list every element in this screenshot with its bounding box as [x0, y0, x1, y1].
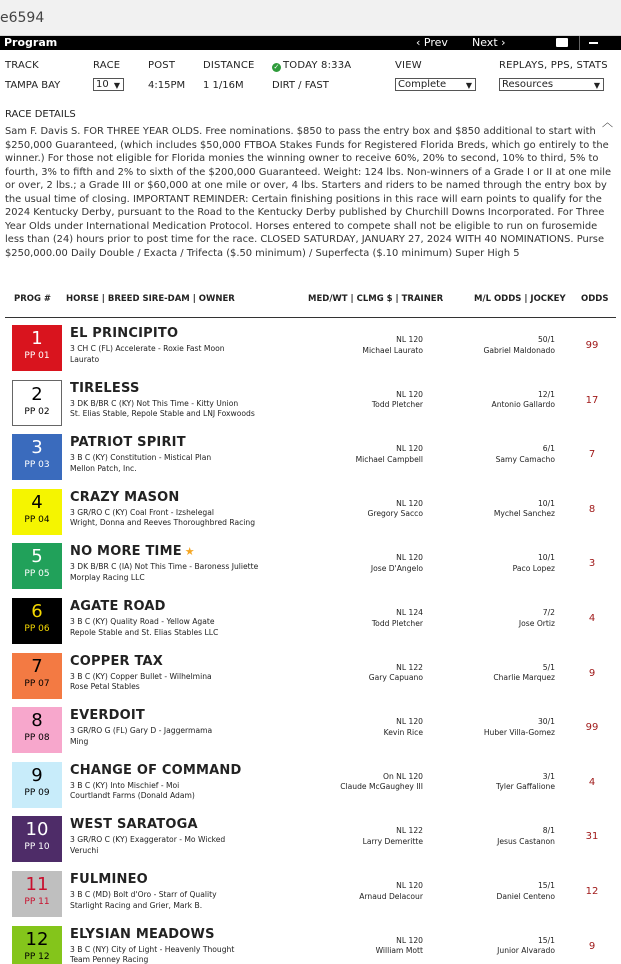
jockey: Jose Ortiz [518, 618, 555, 628]
horse-name[interactable] [70, 326, 178, 341]
replays-label: REPLAYS, PPS, STATS [499, 60, 608, 71]
horse-details [70, 726, 212, 747]
owner: Team Penney Racing [70, 955, 149, 964]
medication-trainer [376, 936, 423, 957]
horse-name[interactable] [70, 817, 198, 832]
race-details-text: Sam F. Davis S. FOR THREE YEAR OLDS. Free nominations. $850 to pass the entry box and $850 additional to start with $250,000 Guaranteed, (which includes $50,000 FTBOA Stakes Funds for Registered Florida Breds, which go entirely to the winner.) For those not eligible for Florida monies the winning owner to receive 60%, 20% to second, 10% to third, 5% to fourth, 3% to fifth and 2% to sixth of the $200,000 Guaranteed. Weight: 124 lbs. Non-winners of a Grade I or II at one mile or over, 2 lbs.; a Grade III or $60,000 at one mile or over, 4 lbs. Starters and riders to be named through the entry box by the usual time of closing. IMPORTANT REMINDER: Certain finishing positions in this race will earn points to qualify for the 2024 Kentucky Derby, pursuant to the Road to the Kentucky Derby published by Churchill Downs Incorporated. For Three Year Olds under International Medication Protocol. Horses entered to compete shall not be eligible to run on furosemide less than (24) hours prior to post time for the race. CLOSED SATURDAY, JANUARY 27, 2024 WITH 40 NOMINATIONS. Purse $250,000.00 Daily Double / Exacta / Trifecta ($.50 minimum) / Superfecta ($.10 minimum) Super High 5 [5, 126, 612, 259]
program-number-badge [12, 653, 62, 699]
morning-line-jockey [497, 826, 555, 847]
table-row[interactable] [0, 484, 621, 539]
horse-details [70, 508, 255, 529]
post-value: 4:15PM [148, 80, 186, 91]
morning-line-jockey [496, 444, 555, 465]
table-row[interactable] [0, 648, 621, 703]
med-weight: NL 120 [396, 881, 423, 890]
column-header-med: MED/WT | CLMG $ | TRAINER [308, 294, 444, 304]
toolbar-divider [579, 36, 580, 50]
owner: Rose Petal Stables [70, 682, 140, 692]
table-row[interactable] [0, 320, 621, 375]
jockey: Tyler Gaffalione [495, 782, 555, 792]
medication-trainer [372, 390, 423, 411]
trainer: Kevin Rice [383, 727, 423, 737]
post-label: POST [148, 60, 176, 71]
race-select-value: 10 [96, 79, 109, 90]
trainer: William Mott [375, 946, 423, 956]
morning-line-jockey [513, 553, 555, 574]
trainer: Claude McGaughey III [340, 782, 423, 792]
program-number: 8 [31, 710, 43, 732]
medication-trainer [372, 608, 423, 629]
chevron-down-icon: ▼ [113, 81, 120, 90]
med-weight: NL 120 [396, 935, 423, 945]
program-number: 3 [31, 437, 43, 459]
horse-name[interactable] [70, 927, 215, 942]
breed-sire-dam: 3 B C (KY) Quality Road - Yellow Agate [70, 617, 215, 626]
morning-line-odds: 3/1 [542, 771, 555, 781]
post-position: PP 08 [24, 733, 50, 744]
owner: Wright, Donna and Reeves Thoroughbred Racing [70, 518, 256, 528]
owner: Morplay Racing LLC [70, 572, 145, 582]
live-odds: 4 [588, 613, 596, 624]
today-label [272, 60, 351, 72]
track-label: TRACK [5, 60, 39, 71]
medication-trainer [356, 444, 423, 465]
post-position: PP 11 [24, 897, 50, 907]
program-number: 2 [31, 383, 43, 405]
column-header-ml: M/L ODDS | JOCKEY [474, 294, 566, 304]
horse-name[interactable] [70, 544, 195, 559]
trainer: Todd Pletcher [371, 400, 423, 410]
morning-line-jockey [493, 663, 555, 684]
live-odds: 3 [588, 558, 596, 570]
breed-sire-dam: 3 DK B/BR C (IA) Not This Time - Baroness Juliette [70, 562, 259, 572]
program-number: 9 [31, 764, 43, 786]
view-select[interactable] [395, 78, 476, 91]
table-row[interactable] [0, 866, 621, 921]
owner: Ming [70, 736, 89, 746]
program-number-badge [12, 762, 62, 808]
morning-line-jockey [492, 390, 555, 411]
jockey: Paco Lopez [512, 563, 555, 573]
live-odds: 99 [585, 722, 599, 734]
horse-name[interactable] [70, 708, 145, 723]
owner: Courtlandt Farms (Donald Adam) [70, 791, 195, 801]
post-position: PP 02 [24, 406, 50, 417]
owner: Starlight Racing and Grier, Mark B. [70, 900, 203, 910]
table-row[interactable] [0, 921, 621, 964]
medication-trainer [369, 663, 423, 684]
program-number-badge [12, 598, 62, 644]
jockey: Samy Camacho [495, 454, 555, 464]
morning-line-odds: 30/1 [537, 717, 555, 727]
morning-line-odds: 5/1 [542, 662, 555, 672]
horse-name[interactable] [70, 872, 148, 887]
horse-details [70, 945, 234, 964]
horse-name-text: ELYSIAN MEADOWS [70, 926, 215, 942]
horse-name-text: CRAZY MASON [70, 489, 180, 505]
trainer: Todd Pletcher [371, 618, 423, 628]
race-label: RACE [93, 60, 121, 71]
breed-sire-dam: 3 CH C (FL) Accelerate - Roxie Fast Moon [70, 344, 225, 353]
print-icon[interactable] [556, 38, 568, 47]
horse-name[interactable] [70, 490, 179, 505]
breed-sire-dam: 3 B C (MD) Bolt d'Oro - Starr of Quality [70, 890, 217, 899]
program-number-badge [12, 434, 62, 480]
program-number: 7 [31, 655, 43, 677]
program-number-badge [12, 707, 62, 753]
medication-trainer [340, 772, 423, 793]
program-toolbar [0, 36, 621, 50]
trainer: Michael Campbell [355, 454, 423, 464]
star-icon: ★ [184, 545, 195, 559]
race-select[interactable] [93, 78, 124, 91]
distance-value: 1 1/16M [203, 80, 244, 91]
horse-name[interactable] [70, 599, 166, 614]
chevron-up-icon[interactable]: ︿ [602, 116, 613, 129]
owner: Mellon Patch, Inc. [70, 463, 137, 473]
surface-value: DIRT / FAST [272, 80, 329, 91]
next-race-button[interactable]: Next › [472, 36, 506, 49]
horse-name-text: WEST SARATOGA [70, 817, 198, 833]
med-weight: NL 120 [396, 444, 423, 454]
morning-line-odds: 6/1 [542, 444, 555, 454]
med-weight: NL 120 [396, 335, 423, 344]
horse-details [70, 835, 225, 856]
resources-select-value: Resources [502, 79, 554, 90]
chevron-down-icon: ▼ [465, 81, 472, 90]
owner: St. Elias Stable, Repole Stable and LNJ Foxwoods [70, 409, 255, 419]
program-number: 5 [31, 546, 43, 568]
table-row[interactable] [0, 375, 621, 430]
live-odds: 4 [588, 776, 596, 788]
jockey: Jesus Castanon [497, 836, 555, 846]
horse-details [70, 399, 255, 420]
program-number: 4 [31, 491, 43, 513]
trainer: Gary Capuano [368, 673, 423, 683]
med-weight: NL 124 [396, 608, 423, 617]
jockey: Junior Alvarado [497, 946, 555, 956]
post-position: PP 05 [24, 569, 50, 580]
medication-trainer [371, 553, 423, 574]
jockey: Charlie Marquez [493, 673, 555, 683]
table-row[interactable] [0, 538, 621, 593]
horse-name-text: CHANGE OF COMMAND [70, 762, 242, 778]
distance-label: DISTANCE [203, 60, 255, 71]
breed-sire-dam: 3 B C (KY) Into Mischief - Moi [70, 780, 180, 790]
horse-name[interactable] [70, 381, 140, 396]
horse-name-text: EVERDOIT [70, 708, 145, 724]
medication-trainer [368, 499, 423, 520]
breed-sire-dam: 3 B C (KY) Copper Bullet - Wilhelmina [70, 671, 212, 681]
jockey: Mychel Sanchez [493, 509, 555, 519]
post-position: PP 03 [24, 460, 50, 471]
address-bar[interactable] [0, 0, 621, 36]
table-row[interactable] [0, 811, 621, 866]
morning-line-odds: 50/1 [537, 335, 555, 344]
horse-name-text: EL PRINCIPITO [70, 326, 179, 341]
view-select-value: Complete [398, 79, 447, 90]
morning-line-odds: 12/1 [537, 389, 555, 399]
program-number: 6 [31, 601, 43, 622]
trainer: Jose D'Angelo [370, 563, 423, 573]
morning-line-jockey [494, 499, 555, 520]
horse-details [70, 617, 218, 638]
column-header-horse: HORSE | BREED SIRE-DAM | OWNER [66, 294, 235, 304]
race-details-title: RACE DETAILS [5, 109, 76, 120]
med-weight: NL 122 [396, 826, 423, 836]
horse-name[interactable] [70, 763, 242, 778]
medication-trainer [362, 335, 423, 356]
med-weight: NL 120 [396, 553, 423, 563]
post-position: PP 07 [24, 678, 50, 689]
program-number-badge [12, 489, 62, 535]
horse-details [70, 344, 225, 365]
morning-line-odds: 15/1 [537, 935, 555, 945]
morning-line-odds: 15/1 [537, 881, 555, 890]
program-number: 1 [31, 328, 43, 349]
live-odds: 31 [585, 831, 599, 843]
morning-line-jockey [496, 772, 555, 793]
breed-sire-dam: 3 DK B/BR C (KY) Not This Time - Kitty Union [70, 398, 239, 408]
morning-line-jockey [497, 936, 555, 957]
morning-line-jockey [484, 335, 556, 356]
program-number-badge [12, 926, 62, 964]
med-weight: NL 120 [396, 717, 423, 727]
program-number-badge [12, 380, 62, 426]
jockey: Antonio Gallardo [491, 400, 555, 410]
horse-details [70, 672, 212, 693]
horse-name-text: TIRELESS [70, 380, 140, 396]
horse-name-text: AGATE ROAD [70, 599, 166, 614]
horse-name[interactable] [70, 654, 163, 669]
program-title: Program [4, 36, 58, 49]
trainer: Michael Laurato [362, 345, 423, 355]
program-number: 11 [25, 874, 49, 895]
table-row[interactable] [0, 757, 621, 812]
horse-details [70, 453, 211, 474]
breed-sire-dam: 3 B C (KY) Constitution - Mistical Plan [70, 453, 212, 463]
program-number-badge [12, 871, 62, 917]
breed-sire-dam: 3 GR/RO C (KY) Exaggerator - Mo Wicked [70, 835, 226, 845]
table-row[interactable] [0, 593, 621, 648]
resources-select[interactable] [499, 78, 604, 91]
collapse-icon[interactable] [589, 42, 598, 44]
horse-name[interactable] [70, 435, 186, 450]
program-number-badge [12, 816, 62, 862]
trainer: Gregory Sacco [367, 509, 423, 519]
med-weight: NL 120 [396, 498, 423, 508]
medication-trainer [359, 881, 423, 902]
jockey: Gabriel Maldonado [483, 345, 555, 355]
med-weight: NL 122 [396, 662, 423, 672]
morning-line-odds: 8/1 [542, 826, 555, 836]
post-position: PP 06 [24, 624, 50, 634]
post-position: PP 12 [24, 951, 50, 962]
horse-details [70, 890, 217, 911]
morning-line-odds: 10/1 [537, 553, 555, 563]
program-number-badge [12, 543, 62, 589]
check-icon: ✓ [273, 63, 280, 71]
live-odds: 12 [585, 886, 599, 897]
live-odds: 17 [585, 394, 599, 406]
table-row[interactable] [0, 429, 621, 484]
horse-name-text: PATRIOT SPIRIT [70, 435, 186, 451]
address-bar-text: e6594 [0, 10, 45, 26]
horse-name-text: COPPER TAX [70, 653, 164, 669]
today-text: TODAY 8:33A [283, 60, 352, 71]
morning-line-odds: 10/1 [537, 498, 555, 508]
medication-trainer [384, 717, 423, 738]
owner: Laurato [70, 354, 100, 364]
owner: Veruchi [70, 845, 99, 855]
breed-sire-dam: 3 GR/RO C (KY) Coal Front - Izshelegal [70, 507, 214, 517]
column-header-prog: PROG # [14, 294, 52, 304]
medication-trainer [363, 826, 423, 847]
horse-name-text: NO MORE TIME [70, 544, 182, 560]
live-odds: 7 [588, 449, 596, 461]
program-number: 12 [25, 928, 49, 950]
column-header-odds: ODDS [581, 294, 609, 304]
horse-name-text: FULMINEO [70, 872, 148, 887]
post-position: PP 09 [24, 787, 50, 798]
post-position: PP 04 [24, 514, 50, 525]
med-weight: NL 120 [396, 389, 423, 399]
table-row[interactable] [0, 702, 621, 757]
morning-line-jockey [519, 608, 555, 629]
table-divider [5, 317, 616, 318]
morning-line-jockey [484, 717, 555, 738]
jockey: Daniel Centeno [496, 891, 555, 901]
program-number: 10 [25, 819, 49, 841]
program-number-badge [12, 325, 62, 371]
post-position: PP 01 [24, 351, 50, 361]
prev-race-button[interactable]: ‹ Prev [416, 36, 448, 49]
post-position: PP 10 [24, 842, 50, 853]
owner: Repole Stable and St. Elias Stables LLC [70, 627, 219, 637]
trainer: Arnaud Delacour [359, 891, 423, 901]
morning-line-jockey [496, 881, 555, 902]
morning-line-odds: 7/2 [542, 608, 555, 617]
med-weight: On NL 120 [382, 771, 423, 781]
horse-details [70, 781, 195, 802]
horse-details [70, 562, 258, 583]
live-odds: 9 [588, 667, 596, 679]
track-value: TAMPA BAY [5, 80, 61, 91]
chevron-down-icon: ▼ [593, 81, 600, 90]
live-odds: 99 [585, 340, 599, 351]
live-odds: 8 [588, 503, 596, 515]
breed-sire-dam: 3 B C (NY) City of Light - Heavenly Thought [70, 944, 235, 954]
view-label: VIEW [395, 60, 422, 71]
live-odds: 9 [588, 940, 596, 952]
breed-sire-dam: 3 GR/RO G (FL) Gary D - Jaggermama [70, 726, 213, 736]
trainer: Larry Demeritte [362, 836, 423, 846]
jockey: Huber Villa-Gomez [483, 727, 555, 737]
